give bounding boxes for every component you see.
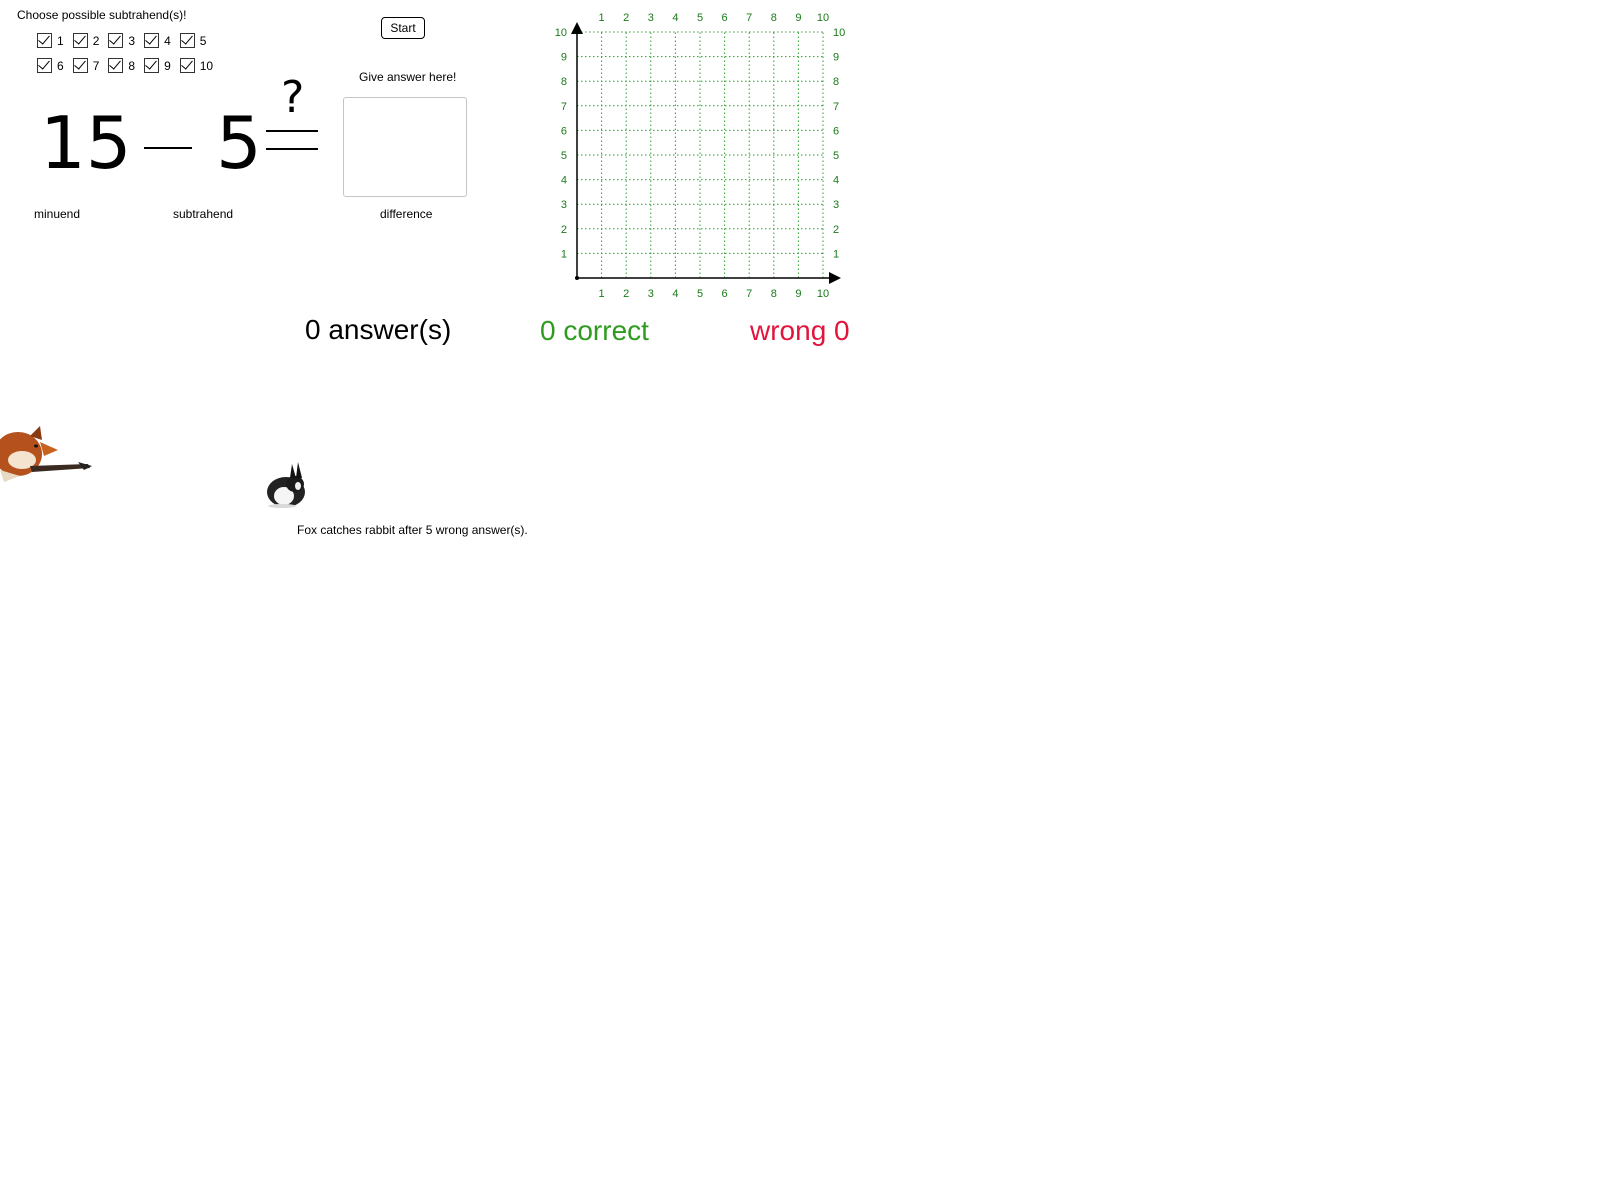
subtrahend-label: subtrahend xyxy=(173,207,234,221)
checkbox-checked-icon xyxy=(108,58,123,73)
x-tick-label-top: 8 xyxy=(770,12,777,24)
subtrahend-checkbox-9[interactable] xyxy=(144,58,171,73)
checkbox-label: 10 xyxy=(199,58,214,73)
checkbox-label: 3 xyxy=(128,33,136,48)
subtrahend-checkbox-1[interactable] xyxy=(37,33,64,48)
checkbox-label: 6 xyxy=(57,58,64,73)
checkbox-checked-icon xyxy=(144,58,159,73)
y-tick-label-left: 2 xyxy=(560,223,567,236)
y-tick-label-right: 6 xyxy=(833,125,840,138)
subtrahend-checkbox-6[interactable] xyxy=(37,58,64,73)
y-tick-label-left: 9 xyxy=(560,51,567,64)
x-tick-label-bottom: 6 xyxy=(721,288,728,300)
checkbox-label: 8 xyxy=(128,58,136,73)
y-axis-arrow-icon xyxy=(571,22,583,34)
y-tick-label-right: 10 xyxy=(833,27,846,39)
y-tick-label-left: 8 xyxy=(560,76,567,89)
y-tick-label-left: 6 xyxy=(560,125,567,138)
x-tick-label-bottom: 3 xyxy=(647,288,654,300)
checkbox-checked-icon xyxy=(73,33,88,48)
number-grid xyxy=(540,6,850,306)
x-tick-label-top: 4 xyxy=(672,12,679,24)
subtrahend-prompt: Choose possible subtrahend(s)! xyxy=(17,8,187,22)
y-tick-label-right: 9 xyxy=(833,51,840,64)
x-tick-label-top: 9 xyxy=(795,12,802,24)
x-tick-label-top: 2 xyxy=(623,12,630,24)
y-tick-label-right: 3 xyxy=(833,199,840,212)
x-tick-label-top: 10 xyxy=(816,12,830,24)
subtrahend-checkbox-8[interactable] xyxy=(108,58,135,73)
y-tick-label-left: 1 xyxy=(560,248,567,261)
checkbox-label: 1 xyxy=(57,33,64,48)
checkbox-checked-icon xyxy=(73,58,88,73)
difference-label: difference xyxy=(380,207,433,221)
subtrahend-checkbox-7[interactable] xyxy=(73,58,100,73)
answer-prompt: Give answer here! xyxy=(359,70,457,84)
x-tick-label-bottom: 4 xyxy=(672,288,679,300)
checkbox-label: 7 xyxy=(92,58,100,73)
y-tick-label-left: 5 xyxy=(560,150,567,162)
fox-image xyxy=(0,420,96,486)
x-tick-label-bottom: 2 xyxy=(623,288,630,300)
x-tick-label-top: 7 xyxy=(746,12,753,24)
fox-rabbit-caption: Fox catches rabbit after 5 wrong answer(s). xyxy=(297,523,528,537)
x-tick-label-bottom: 1 xyxy=(598,288,605,300)
x-tick-label-top: 3 xyxy=(647,12,654,24)
subtrahend-checkbox-10[interactable] xyxy=(180,58,213,73)
y-tick-label-left: 10 xyxy=(554,27,567,39)
x-tick-label-bottom: 7 xyxy=(746,288,753,300)
answer-input[interactable] xyxy=(343,97,467,197)
checkbox-checked-icon xyxy=(37,58,52,73)
y-tick-label-left: 7 xyxy=(560,100,567,113)
checkbox-label: 4 xyxy=(164,33,171,48)
subtrahend-value: 5 xyxy=(216,101,262,185)
y-tick-label-right: 1 xyxy=(833,248,840,261)
checkbox-checked-icon xyxy=(144,33,159,48)
minuend-value: 15 xyxy=(40,101,132,185)
y-tick-label-right: 2 xyxy=(833,223,840,236)
y-tick-label-right: 4 xyxy=(833,174,840,187)
checkbox-checked-icon xyxy=(180,58,195,73)
checkbox-checked-icon xyxy=(37,33,52,48)
origin-point xyxy=(575,276,579,280)
checkbox-checked-icon xyxy=(108,33,123,48)
correct-count: 0 correct xyxy=(540,315,649,346)
checkbox-label: 5 xyxy=(199,33,207,48)
x-tick-label-bottom: 5 xyxy=(696,288,704,300)
checkbox-checked-icon xyxy=(180,33,195,48)
minuend-label: minuend xyxy=(34,207,81,221)
x-tick-label-top: 6 xyxy=(721,12,728,24)
y-tick-label-right: 8 xyxy=(833,76,840,89)
y-tick-label-right: 5 xyxy=(833,150,840,162)
subtrahend-checkbox-3[interactable] xyxy=(108,33,135,48)
x-axis-arrow-icon xyxy=(829,272,841,284)
start-button[interactable]: Start xyxy=(381,17,425,39)
x-tick-label-top: 1 xyxy=(598,12,605,24)
subtrahend-checkbox-2[interactable] xyxy=(73,33,100,48)
unknown-mark: ? xyxy=(281,72,305,123)
x-tick-label-bottom: 10 xyxy=(816,288,830,300)
y-tick-label-right: 7 xyxy=(833,100,840,113)
x-tick-label-bottom: 9 xyxy=(795,288,802,300)
minus-sign xyxy=(144,147,192,149)
rabbit-image xyxy=(262,460,312,510)
y-tick-label-left: 4 xyxy=(560,174,567,187)
subtrahend-checkbox-5[interactable] xyxy=(180,33,207,48)
checkbox-label: 2 xyxy=(92,33,100,48)
y-tick-label-left: 3 xyxy=(560,199,567,212)
x-tick-label-top: 5 xyxy=(696,12,704,24)
x-tick-label-bottom: 8 xyxy=(770,288,777,300)
equals-sign xyxy=(266,130,318,150)
subtrahend-checkbox-row-2 xyxy=(37,58,222,73)
checkbox-label: 9 xyxy=(164,58,171,73)
wrong-count: wrong 0 xyxy=(750,315,850,346)
subtrahend-checkbox-4[interactable] xyxy=(144,33,171,48)
subtrahend-checkbox-row-1 xyxy=(37,33,215,48)
answers-count: 0 answer(s) xyxy=(305,314,452,345)
